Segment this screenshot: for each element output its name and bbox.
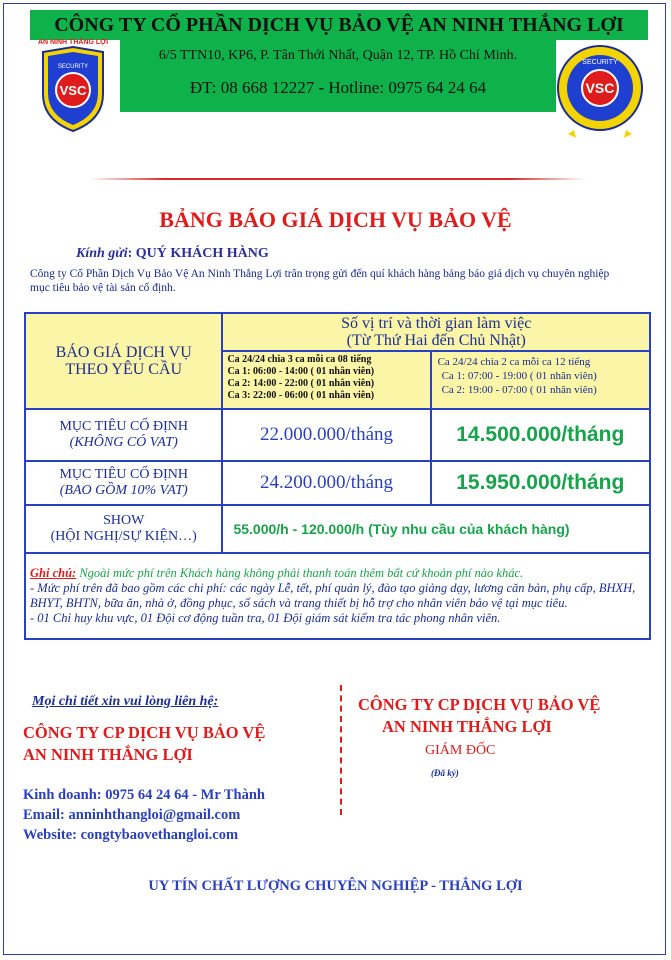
footer-slogan: UY TÍN CHẤT LƯỢNG CHUYÊN NGHIỆP - THẮNG LỢI <box>148 878 523 894</box>
notes-line-1: Ngoài mức phí trên Khách hàng không phải thanh toán thêm bất cứ khoản phí nào khác. <box>76 566 524 580</box>
contact-company <box>23 722 265 766</box>
table-row <box>25 461 650 505</box>
plan1-shift-1: Ca 1: 06:00 - 14:00 ( 01 nhân viên) <box>227 366 375 377</box>
sales-contact: Kinh doanh: 0975 64 24 64 - Mr Thành <box>23 787 265 803</box>
signature-company <box>358 694 600 738</box>
logo-caption: AN NINH THẮNG LỢI <box>38 39 108 46</box>
signature-company-line1: CÔNG TY CP DỊCH VỤ BẢO VỆ <box>358 695 601 714</box>
website-contact[interactable]: Website: congtybaovethangloi.com <box>23 827 239 843</box>
contact-heading: Mọi chi tiết xin vui lòng liên hệ: <box>32 694 219 709</box>
price-table <box>24 312 651 640</box>
notes-label: Ghi chú: <box>30 566 77 580</box>
price-2-shift-no-vat: 14.500.000/tháng <box>431 409 650 461</box>
greeting <box>76 246 269 262</box>
round-logo-security-text: SECURITY <box>582 59 618 66</box>
logo-security-text: SECURITY <box>57 64 89 70</box>
vertical-divider <box>340 685 342 815</box>
signature-company-line2: AN NINH THẮNG LỢI <box>382 717 552 736</box>
notes-section <box>25 553 650 639</box>
contact-company-line1: CÔNG TY CP DỊCH VỤ BẢO VỆ <box>23 723 266 742</box>
show-label: SHOW <box>103 513 145 528</box>
signature-position: GIÁM ĐỐC <box>425 743 496 758</box>
price-3-shift-no-vat: 22.000.000/tháng <box>222 409 430 461</box>
table-right-header <box>222 313 650 351</box>
right-header-line1: Số vị trí và thời gian làm việc <box>341 315 532 332</box>
row-label-no-vat <box>25 409 222 461</box>
logo-vsc-text: VSC <box>59 83 87 98</box>
vsc-round-logo <box>556 38 644 142</box>
row2-sub: (BAO GỒM 10% VAT) <box>59 483 188 498</box>
signature-signed-note: (Đã ký) <box>431 768 459 778</box>
greeting-label: Kính gửi <box>76 246 128 261</box>
notes-line-2: - Mức phí trên đã bao gồm các chi phí: các ngày Lễ, tết, phí quản lý, đào tạo giảng dạy, lương căn bản, phụ cấp, BHXH, BHYT, BHTN, bữa ăn, nhà ở, đồng phục, sổ sách và trang thiết bị hỗ trợ cho nhân viên bảo vệ tại mục tiêu. <box>30 581 636 610</box>
row-label-show <box>25 505 222 553</box>
table-row <box>25 505 650 553</box>
row-label-with-vat <box>25 461 222 505</box>
right-header-line2: (Từ Thứ Hai đến Chủ Nhật) <box>346 332 526 349</box>
plan1-title: Ca 24/24 chia 3 ca mỗi ca 08 tiếng <box>227 354 372 365</box>
plan2-shift-2: Ca 2: 19:00 - 07:00 ( 01 nhân viên) <box>441 384 597 396</box>
plan2-title: Ca 24/24 chia 2 ca mỗi ca 12 tiếng <box>437 356 591 368</box>
table-left-header <box>25 313 222 409</box>
email-contact[interactable]: Email: anninhthangloi@gmail.com <box>23 807 241 823</box>
price-3-shift-with-vat: 24.200.000/tháng <box>222 461 430 505</box>
notes-line-3: - 01 Chỉ huy khu vực, 01 Đội cơ động tuần tra, 01 Đội giám sát kiểm tra tác phong nhân viên. <box>30 611 501 625</box>
vsc-shield-logo <box>38 36 108 134</box>
row2-label: MỤC TIÊU CỐ ĐỊNH <box>59 467 188 482</box>
plan1-shift-3: Ca 3: 22:00 - 06:00 ( 01 nhân viên) <box>227 390 375 401</box>
company-name-banner: CÔNG TY CỔ PHẦN DỊCH VỤ BẢO VỆ AN NINH THẮNG LỢI <box>30 10 648 40</box>
company-phone: ĐT: 08 668 12227 - Hotline: 0975 64 24 64 <box>189 78 487 97</box>
price-show: 55.000/h - 120.000/h (Tùy nhu cầu của khách hàng) <box>222 505 650 553</box>
row1-sub: (KHÔNG CÓ VAT) <box>69 435 178 450</box>
company-address: 6/5 TTN10, KP6, P. Tân Thới Nhất, Quận 12, TP. Hồ Chí Minh. <box>158 48 518 63</box>
greeting-value: : QUÝ KHÁCH HÀNG <box>127 246 269 261</box>
left-header-text: BÁO GIÁ DỊCH VỤ THEO YÊU CẦU <box>55 344 192 378</box>
plan1-shift-2: Ca 2: 14:00 - 22:00 ( 01 nhân viên) <box>227 378 375 389</box>
price-2-shift-with-vat: 15.950.000/tháng <box>431 461 650 505</box>
contact-details <box>23 785 265 845</box>
plan2-shift-1: Ca 1: 07:00 - 19:00 ( 01 nhân viên) <box>441 370 597 382</box>
intro-paragraph: Công ty Cổ Phần Dịch Vụ Bảo Vệ An Ninh Thắng Lợi trân trọng gửi đến quí khách hàng bảng báo giá dịch vụ chuyên nghiệp mục tiêu bảo vệ tài sản cố định. <box>30 268 610 294</box>
show-sub: (HỘI NGHỊ/SỰ KIỆN…) <box>50 529 197 544</box>
plan-3-shifts <box>222 351 430 409</box>
table-row <box>25 409 650 461</box>
decorative-divider <box>90 178 585 180</box>
contact-company-line2: AN NINH THẮNG LỢI <box>23 745 193 764</box>
row1-label: MỤC TIÊU CỐ ĐỊNH <box>59 419 188 434</box>
plan-2-shifts <box>431 351 650 409</box>
round-logo-vsc-text: VSC <box>585 80 615 96</box>
page-title: BẢNG BÁO GIÁ DỊCH VỤ BẢO VỆ <box>159 207 512 232</box>
